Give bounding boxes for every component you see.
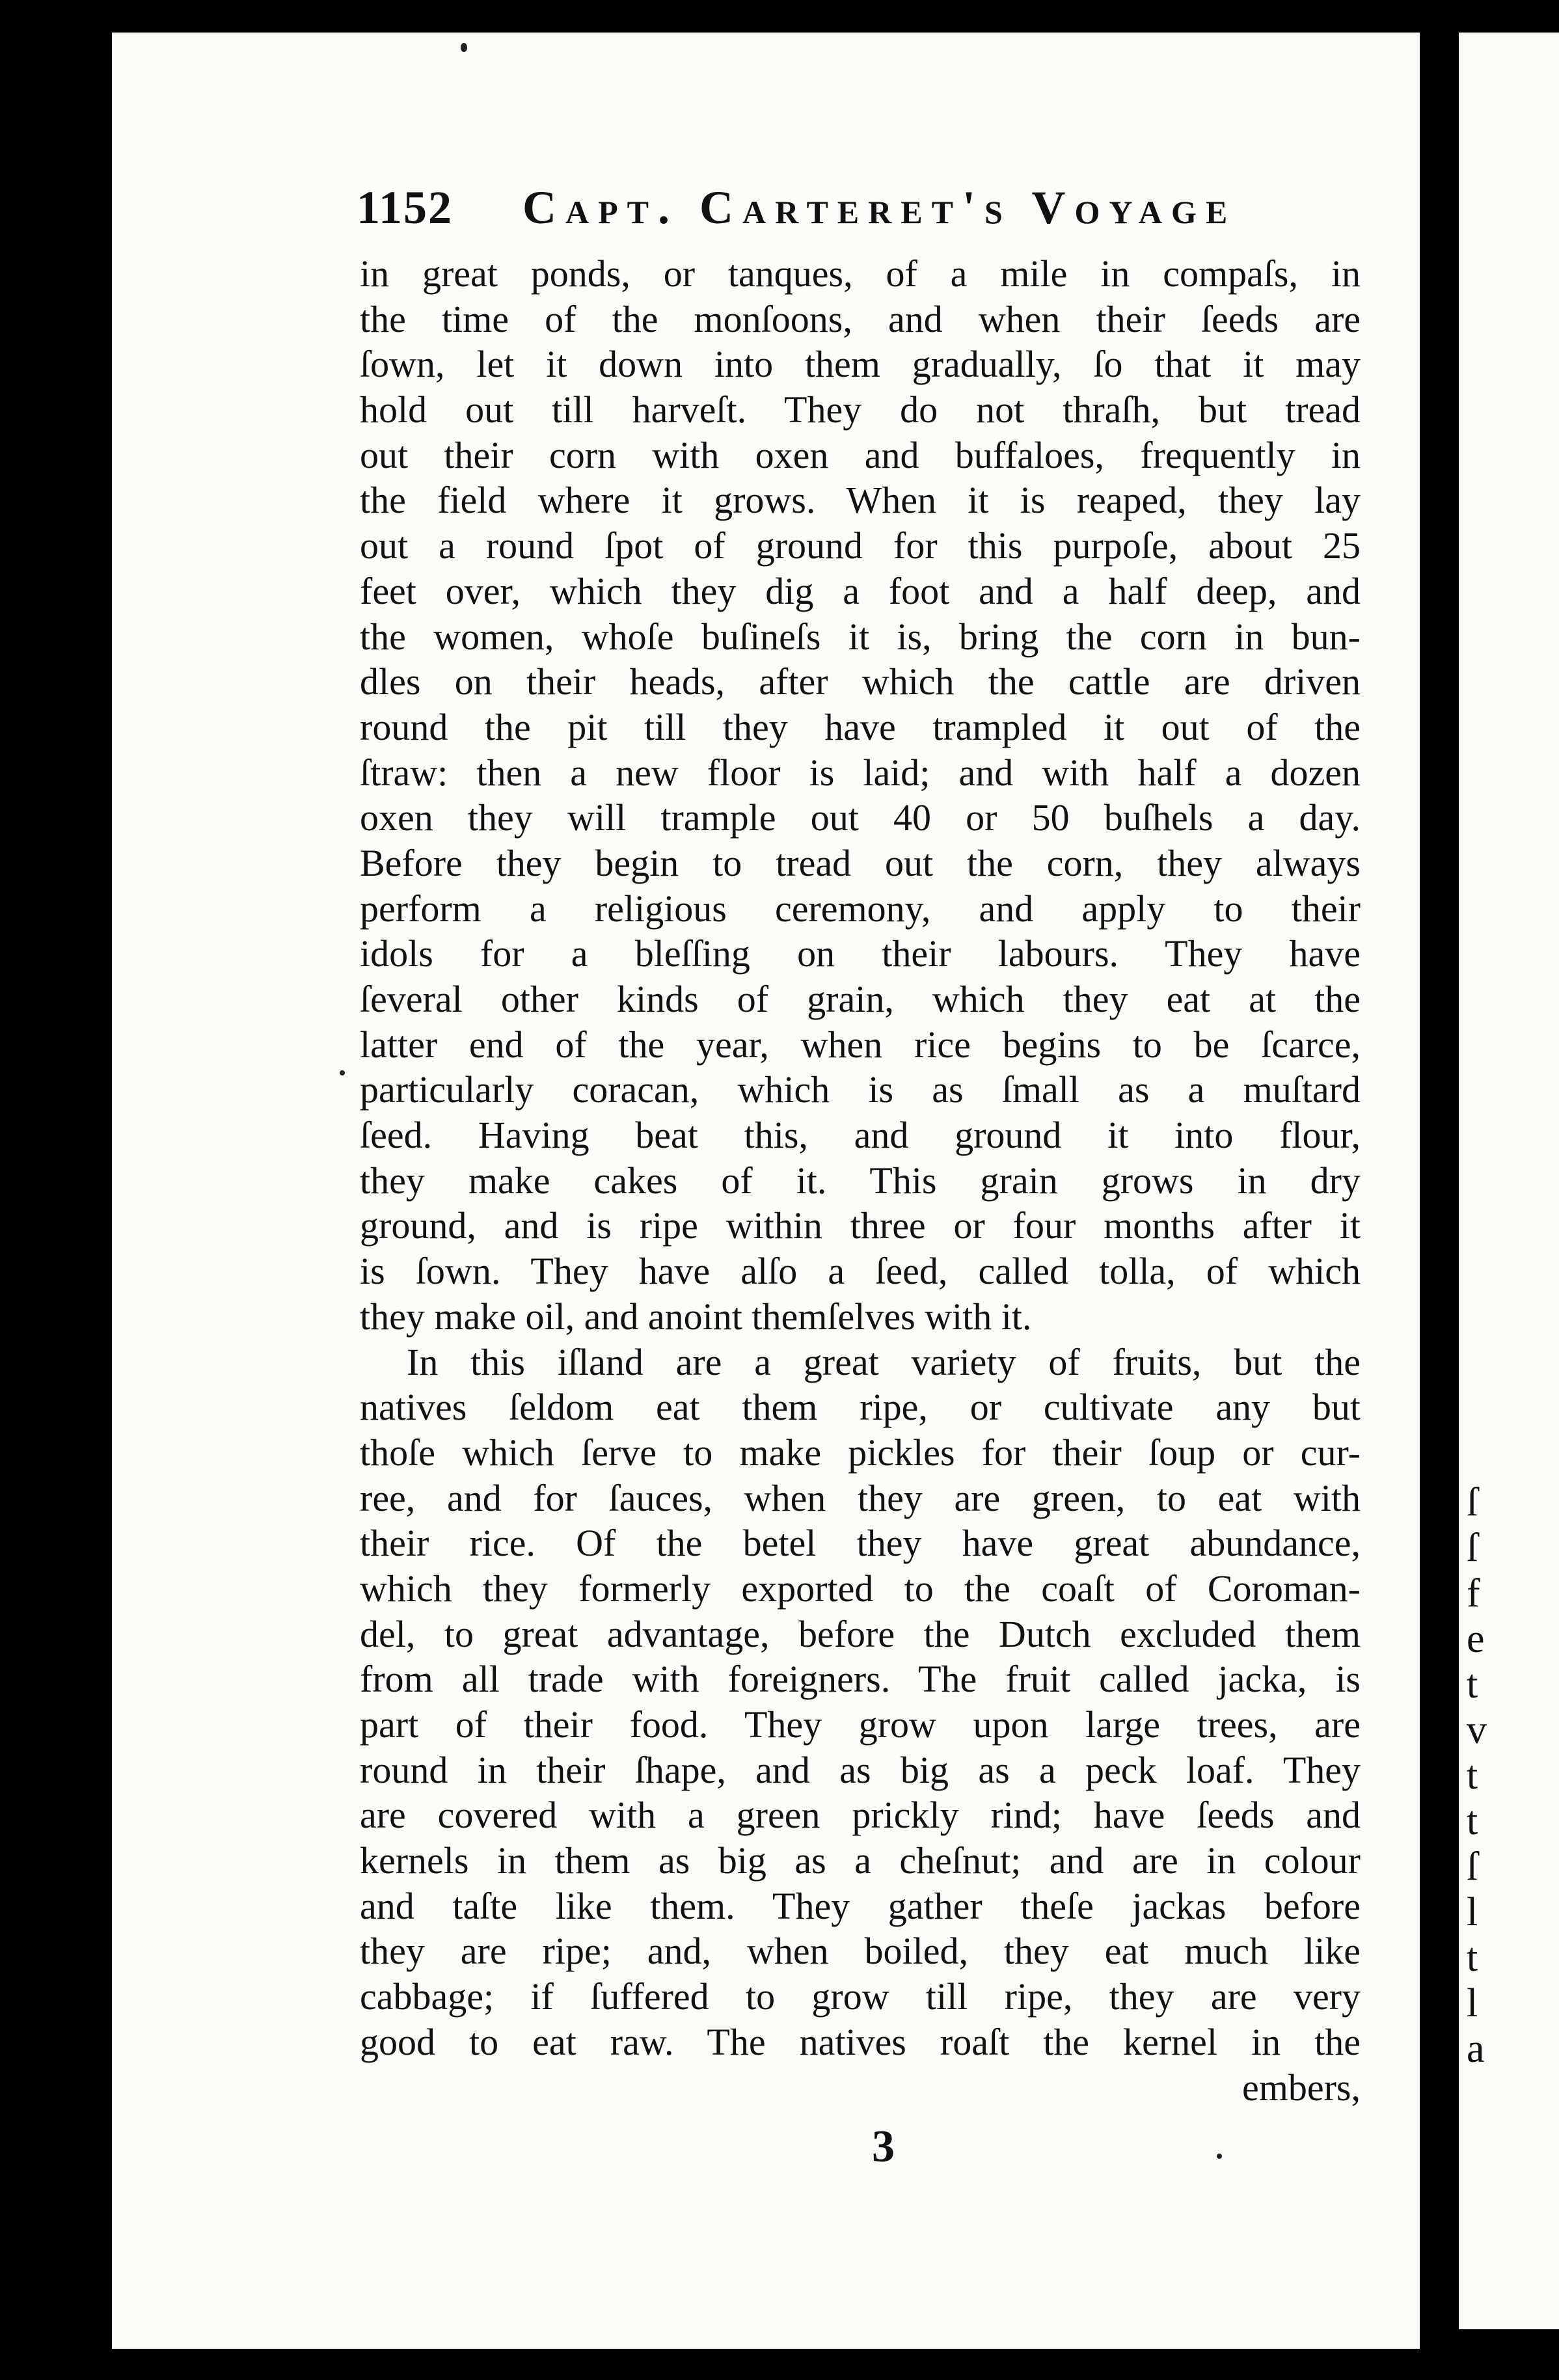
facing-page-fragment: t xyxy=(1467,1662,1478,1707)
ink-speck xyxy=(1217,2154,1222,2159)
facing-page-fragment: v xyxy=(1467,1708,1487,1752)
facing-page-edge xyxy=(1459,33,1559,2329)
text-line: idols for a bleſſing on their labours. They have xyxy=(360,932,1361,975)
facing-page-fragment: t xyxy=(1467,1936,1478,1980)
text-line: oxen they will trample out 40 or 50 buſhels a day. xyxy=(360,796,1361,839)
catchword: embers, xyxy=(1242,2066,1361,2109)
text-line: they make cakes of it. This grain grows in dry xyxy=(360,1159,1361,1202)
text-line: out a round ſpot of ground for this purpoſe, about 25 xyxy=(360,524,1361,567)
facing-page-fragment: e xyxy=(1467,1617,1485,1661)
text-line: dles on their heads, after which the cattle are driven xyxy=(360,660,1361,703)
text-line: ree, and for ſauces, when they are green, to eat with xyxy=(360,1476,1361,1519)
text-line: the women, whoſe buſineſs it is, bring the corn in bun- xyxy=(360,615,1361,658)
facing-page-fragment: f xyxy=(1467,1571,1480,1616)
page-header xyxy=(357,181,1359,239)
facing-page-fragment: ſ xyxy=(1467,1480,1478,1524)
running-head: Capt. Carteret's Voyage xyxy=(522,182,1237,234)
text-line: ground, and is ripe within three or four months after it xyxy=(360,1204,1361,1247)
text-line: cabbage; if ſuffered to grow till ripe, they are very xyxy=(360,1975,1361,2018)
facing-page-fragment: l xyxy=(1467,1981,1478,2025)
ink-speck xyxy=(461,43,467,52)
facing-page-fragment: a xyxy=(1467,2027,1485,2071)
text-line: Before they begin to tread out the corn, they always xyxy=(360,841,1361,884)
text-line: round in their ſhape, and as big as a peck loaf. They xyxy=(360,1748,1361,1791)
signature-mark: 3 xyxy=(872,2122,895,2172)
text-line: feet over, which they dig a foot and a half deep, and xyxy=(360,569,1361,612)
facing-page-fragment: t xyxy=(1467,1753,1478,1798)
text-line: the time of the monſoons, and when their ſeeds are xyxy=(360,297,1361,340)
facing-page-fragment: t xyxy=(1467,1799,1478,1843)
text-line: the field where it grows. When it is reaped, they lay xyxy=(360,479,1361,522)
text-line: from all trade with foreigners. The fruit called jacka, is xyxy=(360,1658,1361,1701)
text-line: in great ponds, or tanques, of a mile in compaſs, in xyxy=(360,252,1361,295)
text-line: they make oil, and anoint themſelves with it. xyxy=(360,1295,1032,1338)
paragraph-start-line: In this iſland are a great variety of fruits, but the xyxy=(407,1340,1361,1383)
facing-page-fragment: l xyxy=(1467,1890,1478,1934)
text-line: latter end of the year, when rice begins to be ſcarce, xyxy=(360,1023,1361,1066)
text-line: thoſe which ſerve to make pickles for their ſoup or cur- xyxy=(360,1431,1361,1474)
text-line: kernels in them as big as a cheſnut; and are in colour xyxy=(360,1839,1361,1882)
body-text xyxy=(360,251,1361,2110)
text-line: are covered with a green prickly rind; have ſeeds and xyxy=(360,1794,1361,1837)
text-line: ſeveral other kinds of grain, which they eat at the xyxy=(360,978,1361,1020)
text-line: hold out till harveſt. They do not thraſh, but tread xyxy=(360,388,1361,431)
text-line: part of their food. They grow upon large trees, are xyxy=(360,1703,1361,1746)
text-line: perform a religious ceremony, and apply to their xyxy=(360,887,1361,930)
page-number: 1152 xyxy=(357,182,454,234)
text-line: and taſte like them. They gather theſe jackas before xyxy=(360,1884,1361,1927)
text-line: which they formerly exported to the coaſt of Coroman- xyxy=(360,1567,1361,1610)
text-line: del, to great advantage, before the Dutch excluded them xyxy=(360,1612,1361,1655)
text-line: good to eat raw. The natives roaſt the kernel in the xyxy=(360,2020,1361,2063)
text-line: their rice. Of the betel they have great abundance, xyxy=(360,1522,1361,1565)
text-line: they are ripe; and, when boiled, they eat much like xyxy=(360,1930,1361,1973)
text-line: is ſown. They have alſo a ſeed, called tolla, of which xyxy=(360,1250,1361,1293)
text-line: ſeed. Having beat this, and ground it into flour, xyxy=(360,1114,1361,1157)
text-line: natives ſeldom eat them ripe, or cultivate any but xyxy=(360,1386,1361,1429)
facing-page-fragment: ſ xyxy=(1467,1845,1478,1889)
text-line: ſown, let it down into them gradually, ſo that it may xyxy=(360,343,1361,386)
text-line: particularly coracan, which is as ſmall as a muſtard xyxy=(360,1068,1361,1111)
facing-page-fragment: ſ xyxy=(1467,1526,1478,1570)
text-line: out their corn with oxen and buffaloes, frequently in xyxy=(360,433,1361,476)
ink-speck xyxy=(340,1070,345,1075)
text-line: ſtraw: then a new floor is laid; and with half a dozen xyxy=(360,751,1361,794)
text-line: round the pit till they have trampled it out of the xyxy=(360,705,1361,748)
